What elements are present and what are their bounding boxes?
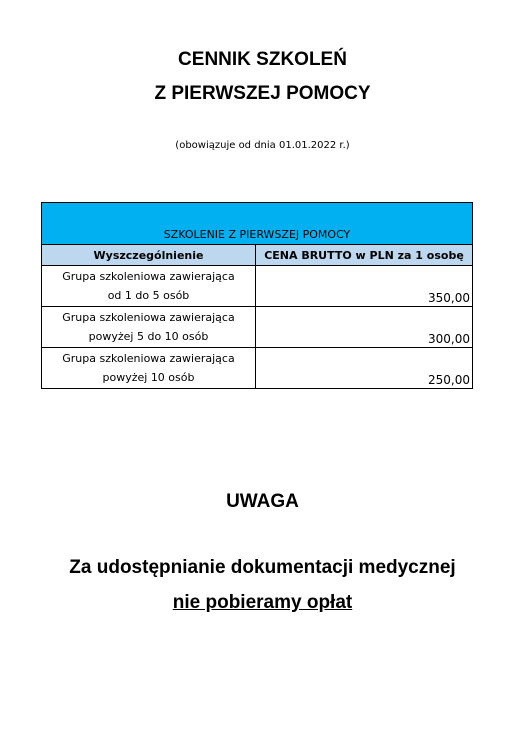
row-price: 350,00	[428, 291, 470, 305]
row-description-line1: Grupa szkoleniowa zawierająca	[62, 352, 235, 365]
price-table	[41, 202, 473, 389]
notice-heading: UWAGA	[226, 491, 299, 512]
document-title-line1: CENNIK SZKOLEŃ	[178, 49, 347, 70]
row-price: 250,00	[428, 373, 470, 387]
row-description-line2: powyżej 10 osób	[102, 371, 195, 384]
table-section-header	[42, 203, 472, 245]
table-row	[42, 307, 472, 348]
notice-text-line2: nie pobieramy opłat	[172, 592, 353, 613]
table-row	[42, 348, 472, 388]
row-description-line2: od 1 do 5 osób	[107, 289, 190, 302]
table-header-row	[42, 245, 472, 266]
table-row	[42, 266, 472, 307]
row-description-line1: Grupa szkoleniowa zawierająca	[62, 270, 235, 283]
row-description	[42, 266, 256, 306]
row-description	[42, 348, 256, 388]
validity-note: (obowiązuje od dnia 01.01.2022 r.)	[175, 140, 350, 151]
row-price: 300,00	[428, 332, 470, 346]
row-description-line1: Grupa szkoleniowa zawierająca	[62, 311, 235, 324]
row-description	[42, 307, 256, 347]
column-header-description: Wyszczególnienie	[42, 245, 256, 265]
notice-text-line1: Za udostępnianie dokumentacji medycznej	[69, 557, 456, 578]
table-section-title: SZKOLENIE Z PIERWSZEJ POMOCY	[163, 228, 351, 241]
document-title-line2: Z PIERWSZEJ POMOCY	[154, 83, 371, 104]
row-description-line2: powyżej 5 do 10 osób	[88, 330, 209, 343]
column-header-price: CENA BRUTTO w PLN za 1 osobę	[264, 248, 464, 262]
